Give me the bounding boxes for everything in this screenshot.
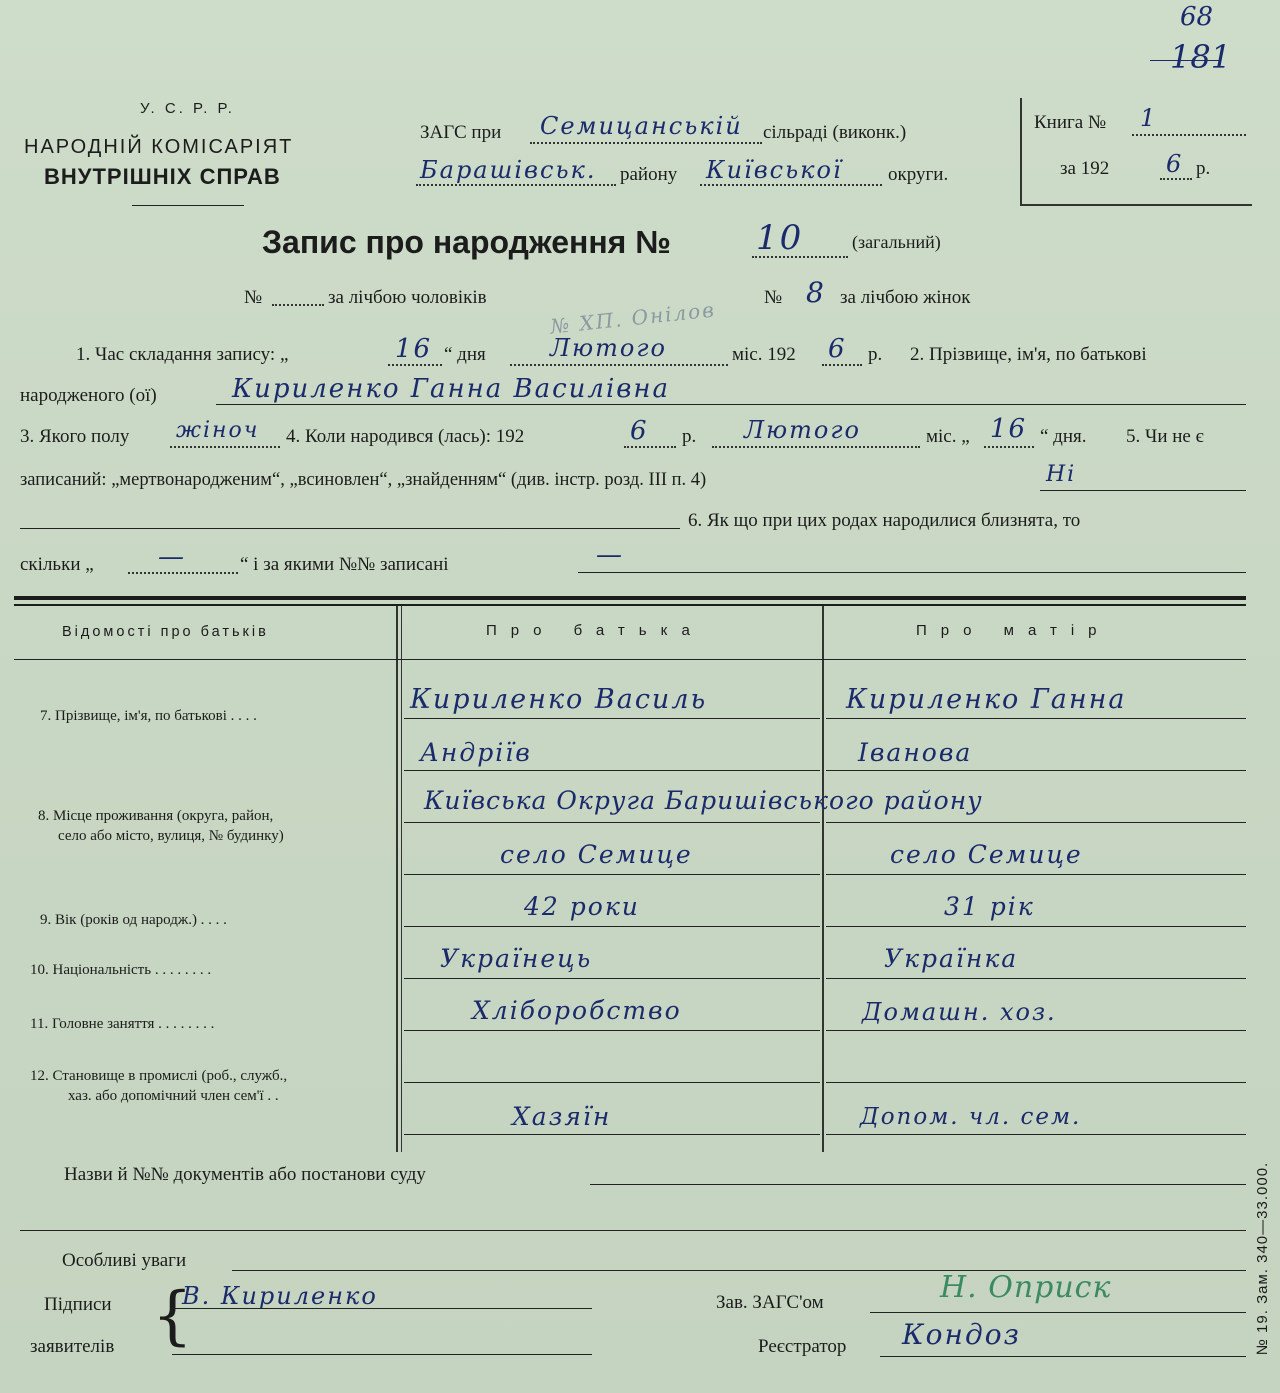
archive-strike: [1150, 60, 1220, 61]
archive-sheet-number-top: 68: [1180, 2, 1214, 32]
col-header-father: Про батька: [486, 622, 704, 639]
zags-head-label: Зав. ЗАГС'ом: [716, 1292, 824, 1313]
father-line-5: [404, 926, 820, 927]
applicant-signature: В. Кириленко: [182, 1282, 378, 1310]
table-col-divider-2: [822, 606, 824, 1152]
documents-label: Назви й №№ документів або постанови суду: [64, 1164, 426, 1185]
table-col-divider-1b: [401, 606, 402, 1152]
book-year-prefix: за 192: [1060, 158, 1110, 179]
side-print: № 19. Зам. 340—33.000.: [1254, 1161, 1272, 1356]
field1-r: р.: [868, 344, 883, 365]
birth-day-line: [984, 446, 1034, 448]
father-line-1: [404, 718, 820, 719]
father-name-2: Андріїв: [420, 738, 532, 767]
okruha-label: округи.: [888, 164, 949, 185]
commissariat-label: НАРОДНІЙ КОМІСАРІЯТ: [24, 136, 294, 158]
registrar-signature: Кондоз: [902, 1318, 1021, 1351]
father-line-4: [404, 874, 820, 875]
mother-line-8: [826, 1082, 1246, 1083]
col-header-mother: Про матір: [916, 622, 1111, 639]
record-number: 10: [756, 218, 804, 258]
field1-mis: міс. 192: [732, 344, 796, 365]
mother-name-1: Кириленко Ганна: [846, 684, 1127, 715]
birth-year: 6: [630, 416, 649, 446]
book-year-digit: 6: [1166, 150, 1184, 178]
field1-month: Лютого: [550, 334, 667, 362]
zags-prefix: ЗАГС при: [420, 122, 502, 143]
row-label-status-1: 12. Становище в промислі (роб., служб.,: [30, 1068, 288, 1084]
field5-line2: записаний: „мертвонародженим“, „всиновлен“, „знайденням“ (див. інстр. розд. III п. 4): [20, 470, 707, 490]
male-count-label: №: [244, 287, 263, 308]
table-top-rule-thin: [14, 604, 1246, 606]
mother-line-3: [826, 822, 1246, 823]
field2-label: 2. Прізвище, ім'я, по батькові: [910, 344, 1147, 365]
raion-line: [416, 184, 616, 186]
mother-line-6: [826, 978, 1246, 979]
field3-label: 3. Якого полу: [20, 426, 130, 447]
signatures-label-1: Підписи: [44, 1294, 112, 1315]
selrada-value: Семицанській: [540, 112, 743, 140]
father-residence-1: Київська Округа Баришівського району: [424, 786, 983, 815]
sex-value: жіноч: [176, 418, 260, 443]
field6-skilky: скільки „: [20, 554, 94, 575]
male-count-text: за лічбою чоловіків: [328, 287, 487, 308]
field4-label: 4. Коли народився (лась): 192: [286, 426, 525, 447]
twins-count-line: [128, 572, 238, 574]
stamp-note: № ХП. Онілов: [549, 297, 717, 339]
father-status: Хазяїн: [512, 1102, 612, 1131]
mother-line-9: [826, 1134, 1246, 1135]
field1-year: 6: [828, 334, 847, 364]
field2-sub: народженого (ої): [20, 385, 157, 406]
table-top-rule: [14, 596, 1246, 600]
zags-head-line: [870, 1312, 1246, 1313]
field1-label: 1. Час складання запису: „: [76, 344, 289, 365]
male-count-line: [272, 304, 324, 306]
father-line-7: [404, 1030, 820, 1031]
child-name-line: [216, 404, 1246, 405]
mother-occupation: Домашн. хоз.: [862, 998, 1057, 1026]
twins-numbers: —: [596, 540, 624, 570]
okruha-line: [700, 184, 882, 186]
birth-month: Лютого: [744, 416, 861, 444]
mother-line-7: [826, 1030, 1246, 1031]
twins-numbers-line: [578, 572, 1246, 573]
book-number: 1: [1140, 104, 1158, 132]
female-count-text: за лічбою жінок: [840, 287, 971, 308]
row-label-occupation: 11. Головне заняття . . . . . . . .: [30, 1016, 215, 1032]
birth-month-line: [712, 446, 920, 448]
signatures-brace: {: [152, 1279, 193, 1353]
father-occupation: Хліборобство: [472, 996, 682, 1025]
mother-status: Допом. чл. сем.: [860, 1104, 1082, 1130]
mother-residence-2: село Семице: [890, 840, 1083, 869]
signatures-label-2: заявителів: [30, 1336, 115, 1357]
row-label-residence-1: 8. Місце проживання (округа, район,: [38, 808, 274, 824]
field6-mid: “ і за якими №№ записані: [240, 554, 449, 575]
father-line-8: [404, 1082, 820, 1083]
notes-label: Особливі уваги: [62, 1250, 187, 1271]
record-title: Запис про народження №: [262, 224, 671, 260]
father-line-2: [404, 770, 820, 771]
mother-age: 31 рік: [944, 892, 1035, 921]
field6-label: 6. Як що при цих родах народилися близнята, то: [688, 510, 1081, 531]
table-col-divider-1: [396, 606, 398, 1152]
selrada-line: [530, 142, 762, 144]
female-count-label: №: [764, 287, 783, 308]
mother-line-1: [826, 718, 1246, 719]
field1-mid: “ дня: [444, 344, 486, 365]
record-number-line: [752, 256, 848, 258]
field5-label: 5. Чи не є: [1126, 426, 1204, 447]
field1-day-line: [388, 364, 442, 366]
record-title-suffix: (загальний): [852, 232, 941, 252]
selrada-suffix: сільраді (виконк.): [763, 122, 907, 143]
field4-r: р.: [682, 426, 697, 447]
sex-line: [170, 446, 280, 448]
row-label-age: 9. Вік (років од народж.) . . . .: [40, 912, 227, 928]
field6-blank-line: [20, 528, 680, 529]
ministry-label: ВНУТРІШНІХ СПРАВ: [44, 164, 281, 189]
father-residence-2: село Семице: [500, 840, 693, 869]
birth-year-line: [624, 446, 676, 448]
mother-nationality: Українка: [884, 944, 1019, 973]
archive-sheet-number: 181: [1170, 38, 1232, 76]
applicant-signature-line-2: [172, 1354, 592, 1355]
father-age: 42 роки: [524, 892, 640, 921]
field1-month-line: [510, 364, 728, 366]
mother-line-5: [826, 926, 1246, 927]
mother-line-4: [826, 874, 1246, 875]
father-line-9: [404, 1134, 820, 1135]
row-label-name: 7. Прізвище, ім'я, по батькові . . . .: [40, 708, 257, 724]
mother-name-2: Іванова: [858, 738, 973, 767]
book-year-line: [1160, 178, 1192, 180]
father-name-1: Кириленко Василь: [410, 684, 708, 715]
twins-count: —: [158, 542, 186, 572]
book-year-suffix: р.: [1196, 158, 1211, 179]
female-count-number: 8: [806, 276, 826, 309]
col-header-info: Відомості про батьків: [62, 624, 269, 640]
zags-head-signature: Н. Оприск: [940, 1270, 1112, 1305]
child-name: Кириленко Ганна Василівна: [232, 374, 671, 404]
field5-line: [1040, 490, 1246, 491]
row-label-status-2: хаз. або допомічний член сем'ї . .: [68, 1088, 279, 1104]
registrar-label: Реєстратор: [758, 1336, 847, 1357]
documents-line: [590, 1184, 1246, 1185]
documents-line-2: [20, 1230, 1246, 1231]
field4-mis: міс. „: [926, 426, 970, 447]
book-label: Книга №: [1034, 112, 1107, 133]
mother-line-2: [826, 770, 1246, 771]
father-line-3: [404, 822, 820, 823]
book-number-line: [1132, 134, 1246, 136]
raion-label: району: [620, 164, 678, 185]
registrar-line: [880, 1356, 1246, 1357]
raion-value: Барашівськ.: [420, 156, 597, 184]
field1-year-line: [822, 364, 862, 366]
field4-dnya: “ дня.: [1040, 426, 1087, 447]
row-label-nationality: 10. Національність . . . . . . . .: [30, 962, 212, 978]
birth-day: 16: [990, 414, 1028, 444]
row-label-residence-2: село або місто, вулиця, № будинку): [58, 828, 284, 844]
header-divider: [132, 205, 244, 206]
table-header-rule: [14, 659, 1246, 660]
republic-label: У. С. Р. Р.: [140, 100, 235, 117]
field1-day: 16: [395, 334, 433, 364]
applicant-signature-line: [172, 1308, 592, 1309]
father-nationality: Українець: [440, 944, 593, 973]
father-line-6: [404, 978, 820, 979]
field5-value: Ні: [1046, 462, 1077, 487]
okruha-value: Київської: [706, 156, 843, 184]
